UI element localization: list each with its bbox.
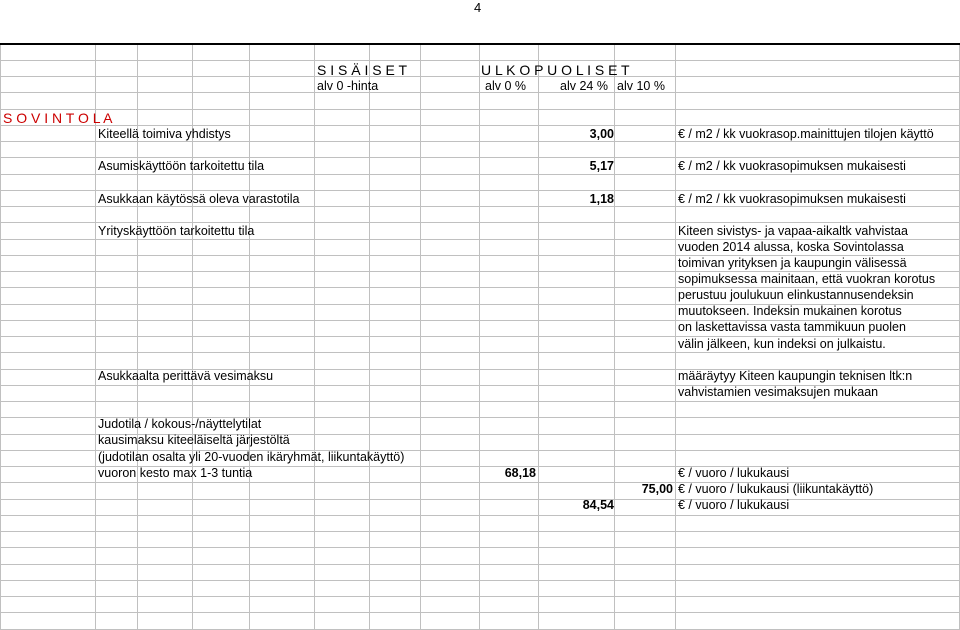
judo-line: vuoron kesto max 1-3 tuntia xyxy=(98,466,253,480)
row-label-vesimaksu: Asukkaalta perittävä vesimaksu xyxy=(98,369,274,383)
col-header-alv24: alv 24 % xyxy=(560,79,608,93)
header-sisaiset: S I S Ä I S E T xyxy=(317,62,407,78)
page-number: 4 xyxy=(474,0,482,15)
note-line: toimivan yrityksen ja kaupungin välisessä xyxy=(678,256,907,270)
row-label-varasto: Asukkaan käytössä oleva varastotila xyxy=(98,192,300,206)
note-line: vuoden 2014 alussa, koska Sovintolassa xyxy=(678,240,904,254)
judo-line: kausimaksu kiteeläiseltä järjestöltä xyxy=(98,433,290,447)
row-label-asumis: Asumiskäyttöön tarkoitettu tila xyxy=(98,159,265,173)
unit-judo-c: € / vuoro / lukukausi xyxy=(678,498,790,512)
price-judo-b: 75,00 xyxy=(641,482,673,496)
note-line: välin jälkeen, kun indeksi on julkaistu. xyxy=(678,337,886,351)
note-line: Kiteen sivistys- ja vapaa-aikaltk vahvistaa xyxy=(678,224,908,238)
col-header-alv0: alv 0 % xyxy=(485,79,526,93)
unit-judo-b: € / vuoro / lukukausi (liikuntakäyttö) xyxy=(678,482,874,496)
price-asumis: 5,17 xyxy=(589,159,614,173)
unit-asumis: € / m2 / kk vuokrasopimuksen mukaisesti xyxy=(678,159,906,173)
price-yhdistys: 3,00 xyxy=(589,127,614,141)
unit-yhdistys: € / m2 / kk vuokrasop.mainittujen tilojen käyttö xyxy=(678,127,934,141)
unit-varasto: € / m2 / kk vuokrasopimuksen mukaisesti xyxy=(678,192,906,206)
note-line: muutokseen. Indeksin mukainen korotus xyxy=(678,304,902,318)
col-header-alv10: alv 10 % xyxy=(617,79,665,93)
unit-judo-a: € / vuoro / lukukausi xyxy=(678,466,790,480)
price-judo-a: 68,18 xyxy=(504,466,536,480)
judo-line: (judotilan osalta yli 20-vuoden ikäryhmät, liikuntakäyttö) xyxy=(98,450,405,464)
col-header-alv0-hinta: alv 0 -hinta xyxy=(317,79,379,93)
price-varasto: 1,18 xyxy=(589,192,614,206)
note-line: vahvistamien vesimaksujen mukaan xyxy=(678,385,879,399)
note-line: on laskettavissa vasta tammikuun puolen xyxy=(678,320,906,334)
header-ulkopuoliset: U L K O P U O L I S E T xyxy=(481,62,630,78)
row-label-yhdistys: Kiteellä toimiva yhdistys xyxy=(98,127,231,141)
note-line: määräytyy Kiteen kaupungin teknisen ltk:n xyxy=(678,369,913,383)
price-judo-c: 84,54 xyxy=(582,498,614,512)
note-line: sopimuksessa mainitaan, että vuokran korotus xyxy=(678,272,936,286)
section-title: S O V I N T O L A xyxy=(3,110,113,126)
row-label-yritys: Yrityskäyttöön tarkoitettu tila xyxy=(98,224,255,238)
note-line: perustuu joulukuun elinkustannusendeksin xyxy=(678,288,914,302)
judo-line: Judotila / kokous-/näyttelytilat xyxy=(98,417,262,431)
